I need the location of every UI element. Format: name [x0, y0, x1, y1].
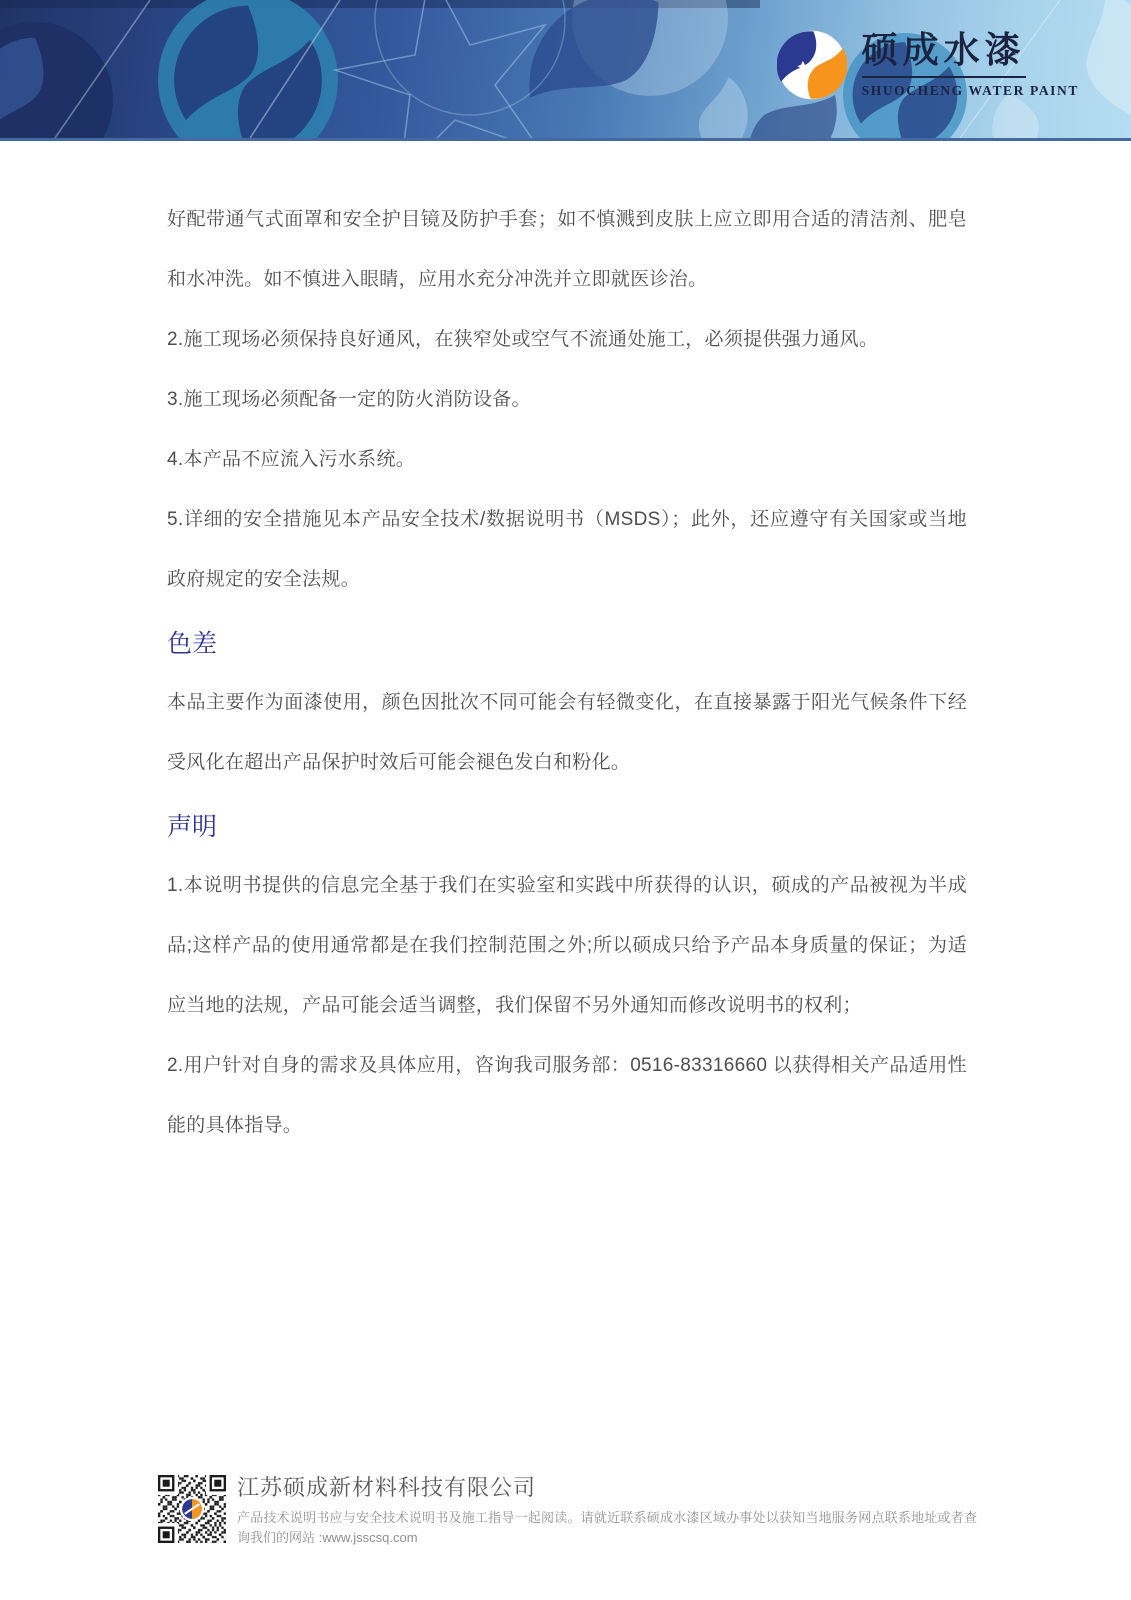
qr-finder-bottom-left [158, 1523, 178, 1543]
footer-note: 产品技术说明书应与安全技术说明书及施工指导一起阅读。请就近联系硕成水漆区域办事处以获知当地服务网点联系地址或者查询我们的网站 :www.jsscsq.com [237, 1510, 977, 1545]
logo-wordmark [862, 31, 1079, 99]
qr-code [158, 1475, 226, 1543]
paragraph-safety-item-3: 3.施工现场必须配备一定的防火消防设备。 [167, 389, 531, 410]
qr-finder-top-left [158, 1475, 178, 1495]
company-name: 江苏硕成新材料科技有限公司 [237, 1475, 537, 1500]
header-banner [0, 0, 1131, 141]
logo-emblem-icon [777, 30, 847, 100]
paragraph-safety-item-5: 5.详细的安全措施见本产品安全技术/数据说明书（MSDS）；此外，还应遵守有关国家或当地政府规定的安全法规。 [167, 509, 967, 590]
paragraph-statement-item-1: 1.本说明书提供的信息完全基于我们在实验室和实践中所获得的认识，硕成的产品被视为半成品;这样产品的使用通常都是在我们控制范围之外;所以硕成只给予产品本身质量的保证；为适应当地的法规，产品可能会适当调整，我们保留不另外通知而修改说明书的权利； [167, 875, 967, 1016]
paragraph-safety-item-4: 4.本产品不应流入污水系统。 [167, 449, 416, 470]
company-logo [777, 30, 1079, 100]
qr-finder-top-right [206, 1475, 226, 1495]
section-heading-statement: 声明 [167, 813, 218, 841]
paragraph-safety-continued: 好配带通气式面罩和安全护目镜及防护手套；如不慎溅到皮肤上应立即用合适的清洁剂、肥皂和水冲洗。如不慎进入眼睛，应用水充分冲洗并立即就医诊治。 [167, 209, 967, 290]
paragraph-statement-item-2: 2.用户针对自身的需求及具体应用，咨询我司服务部：0516-83316660 以获得相关产品适用性能的具体指导。 [167, 1055, 967, 1136]
footer-text-block [237, 1475, 977, 1548]
paragraph-safety-item-2: 2.施工现场必须保持良好通风，在狭窄处或空气不流通处施工，必须提供强力通风。 [167, 329, 879, 350]
logo-name-en: SHUOCHENG WATER PAINT [861, 82, 1079, 98]
section-heading-color-difference: 色差 [167, 630, 218, 658]
logo-name-cn: 硕成水漆 [862, 31, 1026, 78]
paragraph-color-difference: 本品主要作为面漆使用，颜色因批次不同可能会有轻微变化，在直接暴露于阳光气候条件下经受风化在超出产品保护时效后可能会褪色发白和粉化。 [167, 692, 967, 773]
page-footer [158, 1475, 991, 1548]
document-body [0, 141, 1131, 1156]
